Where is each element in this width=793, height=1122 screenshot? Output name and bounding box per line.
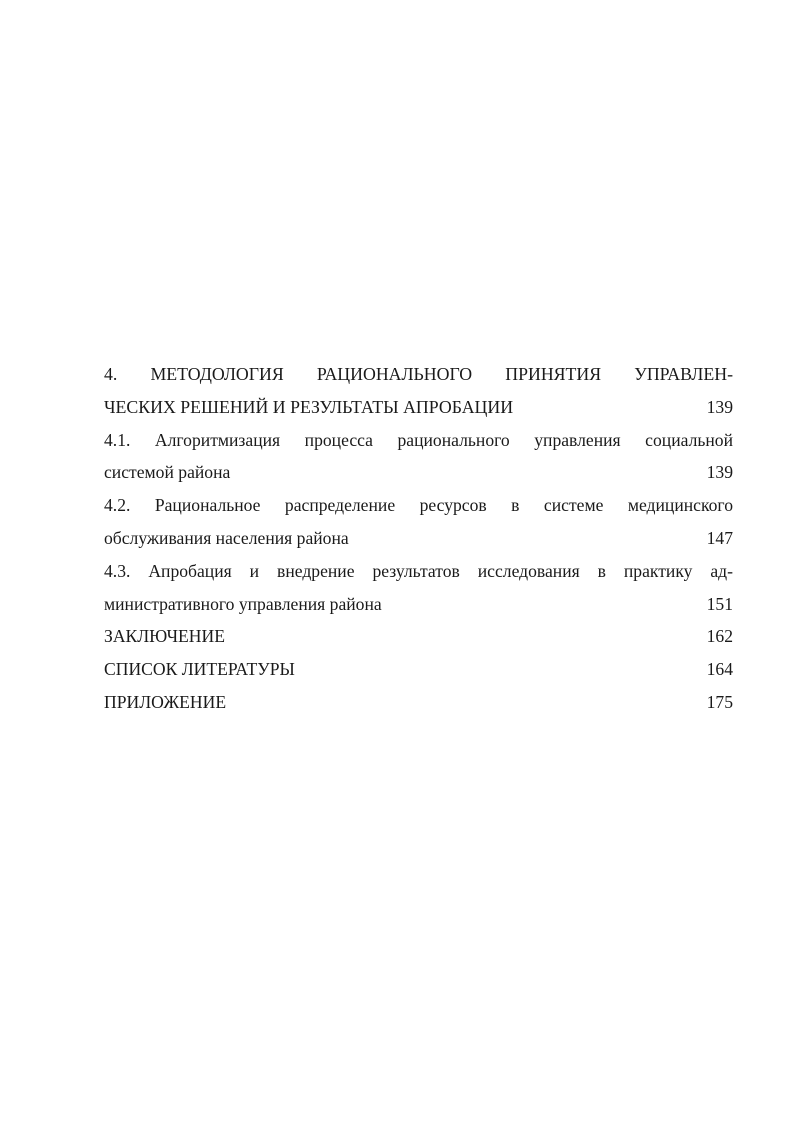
toc-entry-line: ЗАКЛЮЧЕНИЕ	[104, 626, 225, 647]
toc-entry-line: ПРИЛОЖЕНИЕ	[104, 691, 227, 712]
toc-entry-line: обслуживания населения района	[104, 527, 349, 548]
toc-entry-conclusion	[104, 620, 733, 653]
table-of-contents	[104, 358, 733, 719]
toc-entry-section-4-3	[104, 555, 733, 621]
toc-entry-references	[104, 653, 733, 686]
toc-entry-line: министративного управления района	[104, 593, 382, 614]
toc-entry-line: 4. МЕТОДОЛОГИЯ РАЦИОНАЛЬНОГО ПРИНЯТИЯ УПРАВЛЕН-	[104, 364, 733, 384]
toc-entry-chapter-4	[104, 358, 733, 424]
toc-page-number: 175	[706, 691, 733, 712]
toc-page-number: 147	[706, 527, 733, 548]
toc-entry-line: 4.2. Рациональное распределение ресурсов в системе медицинского	[104, 495, 733, 516]
toc-entry-line: СПИСОК ЛИТЕРАТУРЫ	[104, 659, 295, 680]
toc-page-number: 139	[706, 396, 733, 417]
toc-entry-line: системой района	[104, 462, 231, 483]
toc-entry-section-4-1	[104, 424, 733, 490]
toc-page-number: 139	[706, 462, 733, 483]
toc-entry-section-4-2	[104, 489, 733, 555]
toc-entry-appendix	[104, 686, 733, 719]
toc-entry-line: 4.1. Алгоритмизация процесса рационального управления социальной	[104, 429, 733, 450]
toc-page-number: 164	[706, 659, 733, 680]
toc-page-number: 162	[706, 626, 733, 647]
toc-page-number: 151	[706, 593, 733, 614]
toc-entry-line: 4.3. Апробация и внедрение результатов исследования в практику ад-	[104, 560, 733, 581]
toc-entry-line: ЧЕСКИХ РЕШЕНИЙ И РЕЗУЛЬТАТЫ АПРОБАЦИИ	[104, 396, 514, 417]
